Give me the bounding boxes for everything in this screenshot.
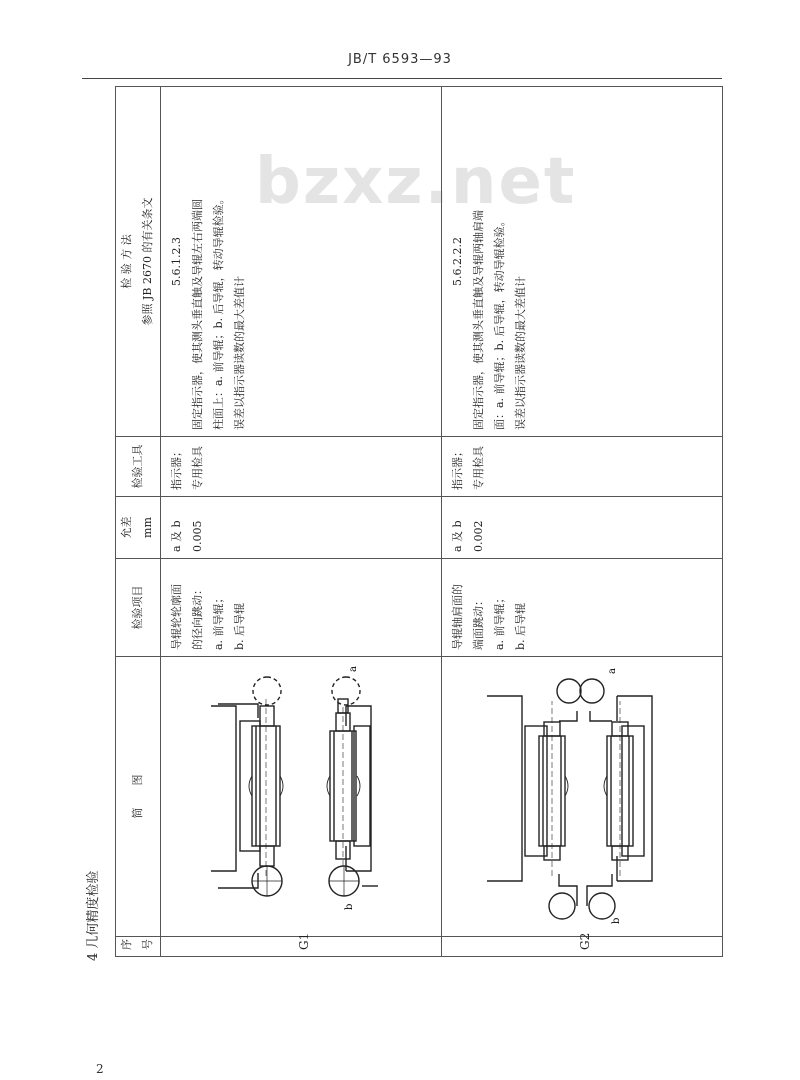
col-seq: 序号 [116,937,161,957]
page-number: 2 [96,1062,104,1076]
guide-roller-diagram [166,656,436,936]
tools-line: 指示器； [451,446,464,490]
tools-cell [161,437,442,497]
tolerance-cell [442,497,723,559]
method-line: 柱面上：a. 前导辊；b. 后导辊，转动导辊检验。 [211,193,225,430]
diagram-cell [161,657,442,937]
tools-line: 专用检具 [471,446,485,490]
standard-header: JB/T 6593—93 [348,52,452,67]
rotated-content [82,87,725,961]
label-a: a [348,666,359,672]
method-line: 固定指示器，使其测头垂直触及导辊左右两端圆 [190,199,204,430]
tolerance-value: 0.002 [471,520,485,552]
col-diagram: 简 图 [116,657,161,937]
table-row [442,87,723,957]
table-header-row [116,87,161,957]
item-line: a. 前导辊； [211,592,225,650]
label-b: b [344,903,355,910]
item-line: 的径向跳动： [190,584,204,650]
tolerance-value: 0.005 [190,520,204,552]
item-line: 导辊轴肩面的 [451,584,464,650]
row-seq: G1 [161,937,442,957]
item-cell [442,559,723,657]
col-tolerance [116,497,161,559]
col-tolerance-unit: mm [141,517,154,538]
col-method-subtitle: 参照 JB 2670 的有关条文 [141,197,154,326]
item-line: a. 前导辊； [492,592,506,650]
method-cell [161,87,442,437]
method-line: 误差以指示器读数的最大差值计 [513,276,527,430]
method-line: 误差以指示器读数的最大差值计 [232,276,246,430]
watermark: bzxz.net [255,145,577,219]
tolerance-line: a 及 b [451,520,464,552]
label-a: a [607,668,618,674]
item-line: 导辊轮轮廓面 [170,584,183,650]
tolerance-cell [161,497,442,559]
tolerance-line: a 及 b [170,520,183,552]
col-method-title: 检 验 方 法 [120,234,134,289]
row-seq: G2 [442,937,723,957]
clause-number: 5.6.1.2.3 [170,237,183,286]
tools-line: 专用检具 [190,446,204,490]
col-method [116,87,161,437]
table-row [161,87,442,957]
tools-line: 指示器； [170,446,183,490]
item-line: b. 后导辊 [513,602,527,650]
inspection-table [115,86,723,957]
item-cell [161,559,442,657]
header-rule [82,78,722,79]
clause-number: 5.6.2.2.2 [451,237,464,286]
method-line: 面：a. 前导辊；b. 后导辊，转动导辊检验。 [492,215,506,430]
col-tolerance-title: 允差 [120,516,134,539]
col-tools: 检验工具 [116,437,161,497]
method-cell [442,87,723,437]
item-line: b. 后导辊 [232,602,246,650]
guide-roller-shoulder-diagram [447,656,717,936]
section-title: 4 几何精度检验 [86,870,101,961]
tools-cell [442,437,723,497]
diagram-cell [442,657,723,937]
col-item: 检验项目 [116,559,161,657]
method-line: 固定指示器，使其测头垂直触及导辊两轴肩端 [471,210,485,430]
label-b: b [611,917,622,924]
item-line: 端面跳动： [471,595,485,650]
